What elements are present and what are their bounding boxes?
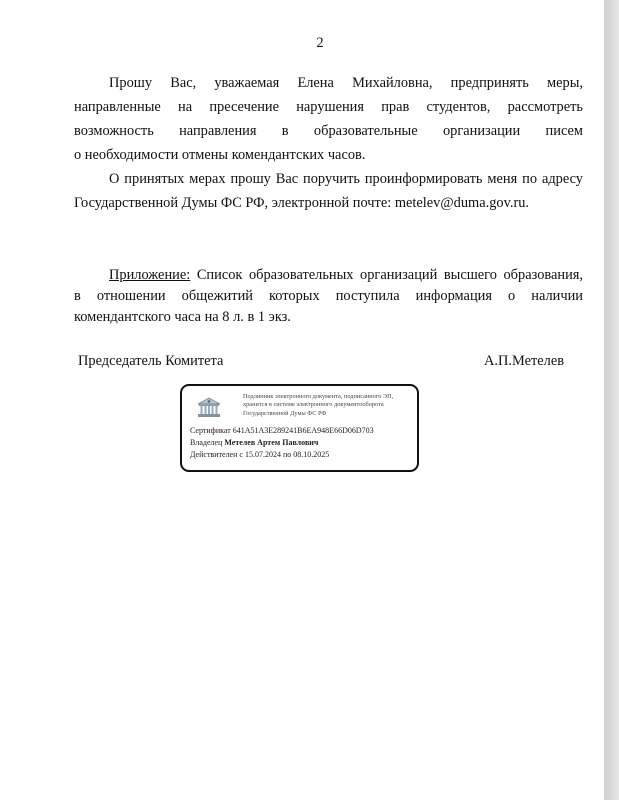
page-number: 2 (316, 35, 324, 51)
attachment-line2: в отношении общежитий которых поступила информация о наличии (74, 288, 583, 304)
electronic-signature-stamp (180, 384, 419, 472)
attachment-line1-text: Список образовательных организаций высшего образования, (190, 267, 583, 283)
stamp-certificate (190, 426, 374, 436)
paragraph2-line2: Государственной Думы ФС РФ, электронной почте: metelev@duma.gov.ru. (74, 195, 530, 211)
attachment-line3: комендантского часа на 8 л. в 1 экз. (74, 309, 291, 325)
signature-position: Председатель Комитета (78, 353, 224, 369)
certificate-value: 641A51A3E289241B6EA948E66D06D703 (232, 426, 374, 435)
page-edge-shadow (604, 0, 619, 800)
paragraph1-line4: о необходимости отмены комендантских часов. (74, 147, 366, 163)
stamp-owner (190, 438, 318, 448)
valid-from: 15.07.2024 (244, 450, 281, 459)
duma-emblem-icon (196, 396, 222, 420)
certificate-label: Сертификат (190, 426, 231, 435)
valid-to-prefix: по (282, 450, 292, 459)
stamp-validity (190, 450, 329, 460)
owner-label: Владелец (190, 438, 223, 447)
paragraph2-line1: О принятых мерах прошу Вас поручить проинформировать меня по адресу (109, 171, 583, 187)
paragraph1-line1: Прошу Вас, уважаемая Елена Михайловна, предпринять меры, (109, 75, 583, 91)
valid-from-prefix: с (239, 450, 243, 459)
valid-label: Действителен (190, 450, 238, 459)
attachment-label: Приложение: (109, 267, 191, 283)
signature-name: А.П.Метелев (484, 353, 565, 369)
owner-value: Метелев Артем Павлович (224, 438, 319, 447)
paragraph1-line2: направленные на пресечение нарушения прав студентов, рассмотреть (74, 99, 583, 115)
valid-to: 08.10.2025 (293, 450, 330, 459)
paragraph1-line3: возможность направления в образовательные организации писем (74, 123, 583, 139)
stamp-description: Подлинник электронного документа, подписанного ЭП, хранится в системе электронного документооборота Государственной Думы ФС РФ (243, 393, 394, 417)
